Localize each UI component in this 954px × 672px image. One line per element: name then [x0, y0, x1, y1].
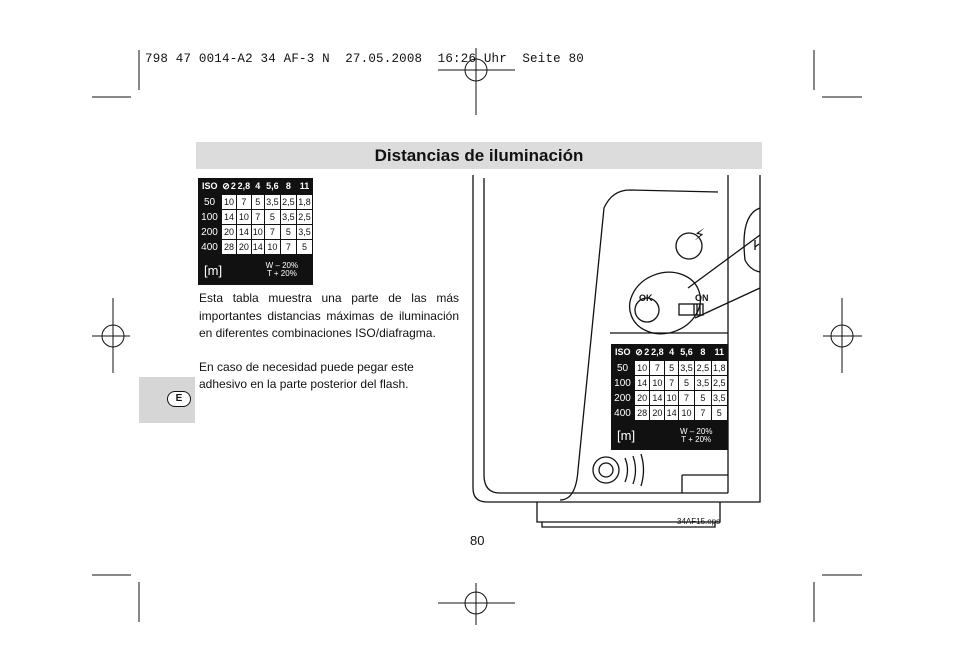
distance-cell: 14 [665, 406, 678, 421]
table-row [611, 406, 728, 421]
on-label: ON [695, 293, 709, 303]
page-number: 80 [470, 533, 485, 548]
table-row [611, 391, 728, 406]
iso-value: 50 [616, 362, 629, 374]
figure-caption: 34AF15.eps [677, 517, 721, 526]
iso-value: 400 [614, 407, 631, 419]
table-row [198, 240, 313, 255]
aperture-icon: ⊘ [635, 346, 643, 357]
distance-cell: 7 [264, 225, 280, 240]
table-row [198, 195, 313, 210]
distance-cell: 7 [665, 376, 678, 391]
distance-cell: 7 [695, 406, 711, 421]
distance-cell: 5 [665, 361, 678, 376]
iso-range-table [198, 178, 313, 285]
distance-cell: 10 [222, 195, 237, 210]
distance-cell: 14 [236, 225, 251, 240]
distance-cell: 10 [264, 240, 280, 255]
distance-cell: 7 [236, 195, 251, 210]
unit-label: [m] [204, 262, 223, 278]
distance-cell: 3,5 [296, 225, 312, 240]
tele-correction: T + 20% [266, 269, 297, 278]
distance-cell: 10 [635, 361, 650, 376]
distance-cell: 3,5 [678, 361, 694, 376]
aperture-header: 2,8 [237, 181, 251, 191]
zoom-correction [665, 421, 728, 451]
unit-label: [m] [617, 428, 636, 443]
aperture-header: 5,6 [680, 347, 693, 357]
distance-cell: 5 [251, 195, 264, 210]
paragraph: Esta tabla muestra una parte de las más importantes distancias máximas de iluminación en diferentes combinaciones ISO/diafragma. [199, 291, 459, 340]
distance-cell: 20 [650, 406, 665, 421]
distance-cell: 7 [251, 210, 264, 225]
wide-correction: W – 20% [679, 426, 713, 436]
distance-cell: 10 [650, 376, 665, 391]
aperture-header: 8 [700, 347, 706, 357]
distance-cell: 5 [678, 376, 694, 391]
iso-range-sticker [611, 344, 728, 450]
aperture-header: 11 [714, 347, 725, 357]
table-row [611, 376, 728, 391]
iso-value: 50 [203, 196, 216, 208]
distance-cell: 2,5 [695, 361, 711, 376]
distance-cell: 2,5 [280, 195, 296, 210]
distance-cell: 2,5 [296, 210, 312, 225]
distance-cell: 20 [236, 240, 251, 255]
aperture-header: 2 [644, 347, 650, 357]
distance-cell: 3,5 [264, 195, 280, 210]
distance-cell: 7 [650, 361, 665, 376]
language-tab [139, 377, 195, 423]
title-bar [196, 142, 762, 169]
ok-label: OK [639, 293, 653, 303]
distance-cell: 5 [280, 225, 296, 240]
distance-cell: 14 [251, 240, 264, 255]
distance-cell: 1,8 [711, 361, 727, 376]
distance-cell: 3,5 [711, 391, 727, 406]
aperture-header: 5,6 [266, 181, 279, 191]
distance-cell: 5 [711, 406, 727, 421]
aperture-header: 8 [285, 181, 291, 191]
distance-cell: 10 [678, 406, 694, 421]
distance-cell: 5 [296, 240, 312, 255]
aperture-header: 4 [669, 347, 675, 357]
flash-icon: ⚡ [694, 225, 706, 244]
aperture-header: 2 [230, 181, 236, 191]
distance-cell: 14 [650, 391, 665, 406]
print-header: 798 47 0014-A2 34 AF-3 N 27.05.2008 16:26 Uhr Seite 80 [145, 52, 584, 66]
wide-correction: W – 20% [265, 261, 299, 270]
iso-value: 400 [201, 241, 218, 253]
zoom-correction [251, 255, 312, 286]
tele-correction: T + 20% [681, 434, 712, 444]
distance-cell: 14 [635, 376, 650, 391]
body-text [199, 290, 459, 410]
aperture-header: 4 [255, 181, 261, 191]
distance-cell: 28 [635, 406, 650, 421]
language-tab-label: E [167, 391, 191, 407]
paragraph: En caso de necesidad puede pegar este adhesivo en la parte posterior del flash. [199, 359, 414, 391]
iso-value: 100 [201, 211, 218, 223]
aperture-header: 2,8 [651, 347, 664, 357]
iso-label: ISO [614, 347, 631, 358]
aperture-icon: ⊘ [222, 180, 230, 191]
iso-label: ISO [201, 181, 218, 192]
distance-cell: 7 [678, 391, 694, 406]
iso-value: 200 [614, 392, 631, 404]
distance-cell: 5 [264, 210, 280, 225]
distance-cell: 10 [665, 391, 678, 406]
iso-value: 100 [614, 377, 631, 389]
table-row [611, 361, 728, 376]
distance-cell: 28 [222, 240, 237, 255]
distance-cell: 3,5 [280, 210, 296, 225]
distance-cell: 10 [251, 225, 264, 240]
distance-cell: 1,8 [296, 195, 312, 210]
distance-cell: 20 [635, 391, 650, 406]
distance-cell: 2,5 [711, 376, 727, 391]
distance-cell: 10 [236, 210, 251, 225]
page-title: Distancias de iluminación [374, 146, 584, 165]
aperture-header: 11 [299, 181, 310, 191]
table-row [198, 225, 313, 240]
distance-cell: 14 [222, 210, 237, 225]
table-row [198, 210, 313, 225]
distance-cell: 3,5 [695, 376, 711, 391]
distance-cell: 20 [222, 225, 237, 240]
distance-cell: 5 [695, 391, 711, 406]
iso-value: 200 [201, 226, 218, 238]
distance-cell: 7 [280, 240, 296, 255]
